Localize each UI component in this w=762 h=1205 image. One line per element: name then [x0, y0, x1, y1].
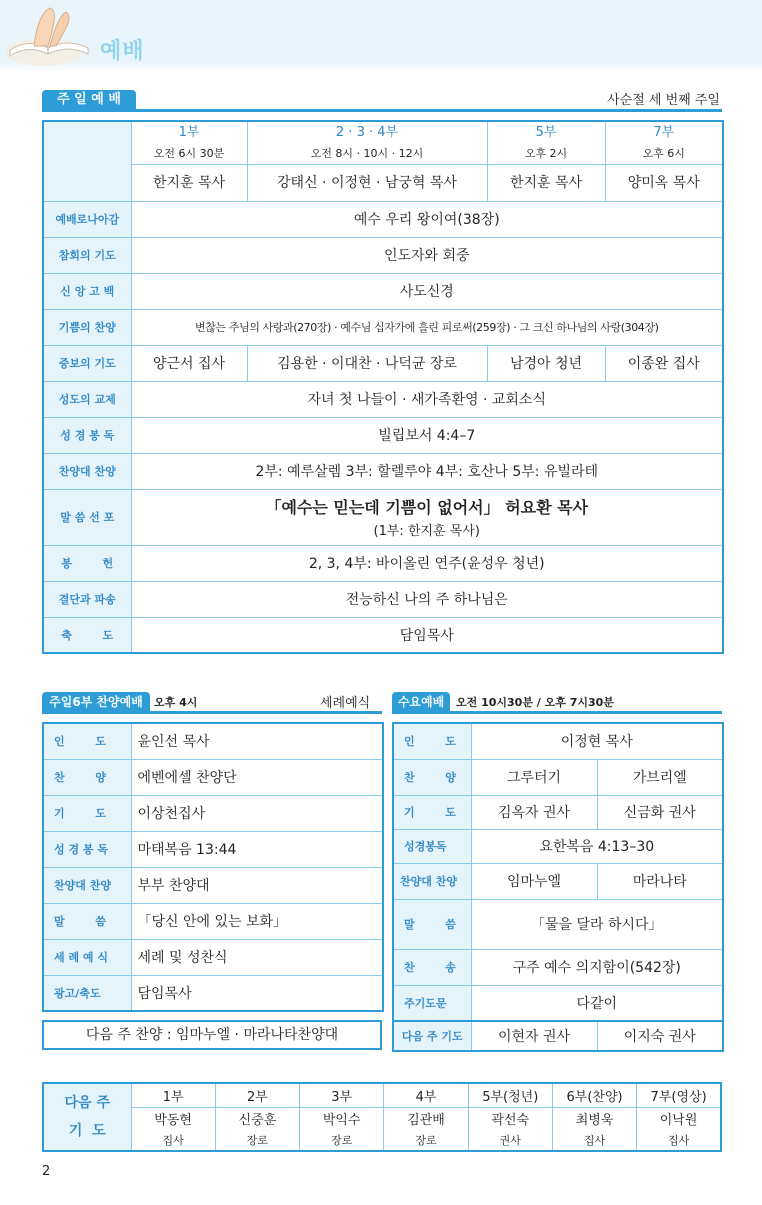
prayer-title: 권사	[468, 1129, 552, 1151]
service-leader: 양미옥 목사	[606, 164, 723, 200]
sixth-value: 이상천집사	[131, 795, 383, 831]
order-row	[43, 545, 723, 581]
wed-next-value: 이현자 권사	[471, 1021, 597, 1051]
order-row	[43, 309, 723, 345]
order-value: 이종완 집사	[605, 345, 723, 381]
next-week-label-top: 다음 주	[64, 1095, 110, 1111]
order-value: 김용한 · 이대찬 · 나덕균 장로	[247, 345, 487, 381]
service-col-1	[131, 121, 247, 201]
prayer-name: 곽선숙	[468, 1107, 552, 1129]
sixth-label: 찬 양	[43, 759, 131, 795]
service-time: 오전 8시 · 10시 · 12시	[310, 147, 424, 161]
service-header-row	[43, 121, 723, 201]
order-label: 신 앙 고 백	[43, 273, 131, 309]
order-value: 인도자와 회중	[131, 237, 723, 273]
wed-value: 신금화 권사	[597, 795, 723, 829]
sixth-service-table	[42, 722, 384, 1012]
service-col-4	[605, 121, 723, 201]
next-week-label-bottom: 기 도	[68, 1123, 106, 1139]
order-value: 자녀 첫 나들이 · 새가족환영 · 교회소식	[131, 381, 723, 417]
order-label: 봉 헌	[43, 545, 131, 581]
order-row	[43, 417, 723, 453]
sixth-value: 세례 및 성찬식	[131, 939, 383, 975]
service-part: 1부	[178, 125, 200, 141]
order-value: 2, 3, 4부: 바이올린 연주(윤성우 청년)	[131, 545, 723, 581]
prayer-part: 6부(찬양)	[552, 1083, 636, 1107]
order-label: 중보의 기도	[43, 345, 131, 381]
wed-label: 말 씀	[393, 899, 471, 949]
sixth-value: 「당신 안에 있는 보화」	[131, 903, 383, 939]
sermon-sub: (1부: 한지훈 목사)	[373, 524, 480, 539]
prayer-name: 박익수	[300, 1107, 384, 1129]
service-time: 오후 6시	[642, 147, 685, 161]
order-label: 성도의 교제	[43, 381, 131, 417]
wed-next-label: 다음 주 기도	[393, 1021, 471, 1051]
order-label: 축 도	[43, 617, 131, 653]
wed-value: 요한복음 4:13–30	[471, 829, 723, 863]
next-week-prayer-table	[42, 1082, 722, 1152]
tab-wednesday: 수요예배	[392, 692, 450, 712]
sixth-label: 세 례 예 식	[43, 939, 131, 975]
wed-value: 마라나타	[597, 863, 723, 899]
sixth-value: 부부 찬양대	[131, 867, 383, 903]
sunday-rule	[42, 109, 722, 112]
prayer-part: 4부	[384, 1083, 468, 1107]
sixth-value: 윤인선 목사	[131, 723, 383, 759]
service-leader: 한지훈 목사	[132, 164, 247, 200]
order-value: 예수 우리 왕이여(38장)	[131, 201, 723, 237]
order-row	[43, 381, 723, 417]
order-label: 말 씀 선 포	[43, 489, 131, 545]
wed-label: 찬 송	[393, 949, 471, 985]
order-label: 찬양대 찬양	[43, 453, 131, 489]
sunday-subtitle: 사순절 세 번째 주일	[607, 93, 720, 108]
sermon-title: 「예수는 믿는데 기쁨이 없어서」 허요환 목사	[265, 498, 589, 517]
order-value: 전능하신 나의 주 하나님은	[131, 581, 723, 617]
order-value: 사도신경	[131, 273, 723, 309]
wed-label: 인 도	[393, 723, 471, 759]
prayer-name: 박동현	[131, 1107, 215, 1129]
wednesday-table	[392, 722, 724, 1022]
tab-sixth-service: 주일6부 찬양예배	[42, 692, 150, 712]
order-value: 빌립보서 4:4–7	[131, 417, 723, 453]
sixth-value: 담임목사	[131, 975, 383, 1011]
page-number: 2	[42, 1164, 51, 1179]
order-label: 기쁨의 찬양	[43, 309, 131, 345]
service-part: 5부	[535, 125, 557, 141]
section-title: 예배	[100, 39, 145, 64]
order-row	[43, 581, 723, 617]
order-row	[43, 453, 723, 489]
wed-label: 찬 양	[393, 759, 471, 795]
wed-value: 구주 예수 의지함이(542장)	[471, 949, 723, 985]
prayer-title: 장로	[300, 1129, 384, 1151]
wed-label: 성경봉독	[393, 829, 471, 863]
order-label: 참회의 기도	[43, 237, 131, 273]
sixth-value: 마태복음 13:44	[131, 831, 383, 867]
prayer-title: 장로	[215, 1129, 299, 1151]
tab-sunday-worship: 주 일 예 배	[42, 90, 136, 110]
next-week-praise: 다음 주 찬양 : 임마누엘 · 마라나타찬양대	[42, 1020, 382, 1050]
service-part: 7부	[653, 125, 675, 141]
order-row	[43, 345, 723, 381]
wed-label: 찬양대 찬양	[393, 863, 471, 899]
prayer-title: 집사	[552, 1129, 636, 1151]
prayer-title: 장로	[384, 1129, 468, 1151]
sunday-worship-table	[42, 120, 724, 654]
order-value: 변찮는 주님의 사랑과(270장) · 예수님 십자가에 흘린 피로써(259장) · 그 크신 하나님의 사랑(304장)	[131, 309, 723, 345]
wed-value: 다같이	[471, 985, 723, 1021]
order-row	[43, 201, 723, 237]
prayer-name: 이낙원	[637, 1107, 721, 1129]
prayer-part: 3부	[300, 1083, 384, 1107]
wednesday-time: 오전 10시30분 / 오후 7시30분	[456, 696, 614, 709]
order-value: 남경아 청년	[487, 345, 605, 381]
prayer-part: 1부	[131, 1083, 215, 1107]
order-row	[43, 489, 723, 545]
sixth-label: 말 씀	[43, 903, 131, 939]
service-time: 오전 6시 30분	[153, 147, 225, 161]
sixth-time: 오후 4시	[154, 696, 198, 709]
order-value: 양근서 집사	[131, 345, 247, 381]
order-value: 담임목사	[131, 617, 723, 653]
bible-praying-hands-icon	[4, 2, 96, 70]
order-row	[43, 273, 723, 309]
order-label: 성 경 봉 독	[43, 417, 131, 453]
sixth-label: 성 경 봉 독	[43, 831, 131, 867]
prayer-part: 7부(영상)	[637, 1083, 721, 1107]
prayer-title: 집사	[131, 1129, 215, 1151]
corner-cell	[43, 121, 131, 201]
sixth-label: 기 도	[43, 795, 131, 831]
sixth-label: 찬양대 찬양	[43, 867, 131, 903]
sixth-value: 에벤에셀 찬양단	[131, 759, 383, 795]
order-label: 예배로나아감	[43, 201, 131, 237]
prayer-title: 집사	[637, 1129, 721, 1151]
wed-value: 가브리엘	[597, 759, 723, 795]
wed-value: 그루터기	[471, 759, 597, 795]
next-week-label	[43, 1083, 131, 1151]
wednesday-next-prayer	[392, 1020, 724, 1052]
sixth-label: 인 도	[43, 723, 131, 759]
order-value: 2부: 예루살렘 3부: 할렐루야 4부: 호산나 5부: 유빌라테	[131, 453, 723, 489]
service-time: 오후 2시	[524, 147, 568, 161]
service-col-2	[247, 121, 487, 201]
wednesday-rule	[392, 711, 722, 714]
service-leader: 한지훈 목사	[488, 164, 605, 200]
prayer-name: 최병욱	[552, 1107, 636, 1129]
order-row	[43, 237, 723, 273]
wed-value: 김옥자 권사	[471, 795, 597, 829]
prayer-part: 2부	[215, 1083, 299, 1107]
sixth-rule	[42, 711, 382, 714]
order-label: 결단과 파송	[43, 581, 131, 617]
wed-value: 임마누엘	[471, 863, 597, 899]
prayer-name: 신중훈	[215, 1107, 299, 1129]
service-part: 2 · 3 · 4부	[335, 125, 399, 141]
wed-label: 기 도	[393, 795, 471, 829]
sixth-label: 광고/축도	[43, 975, 131, 1011]
wed-next-value: 이지숙 권사	[597, 1021, 723, 1051]
sermon-cell	[131, 489, 723, 545]
wed-value: 「물을 달라 하시다」	[471, 899, 723, 949]
wed-value: 이정현 목사	[471, 723, 723, 759]
wed-label: 주기도문	[393, 985, 471, 1021]
service-leader: 강태신 · 이정현 · 남궁혁 목사	[248, 164, 487, 200]
prayer-name: 김관배	[384, 1107, 468, 1129]
service-col-3	[487, 121, 605, 201]
sixth-extra: 세례예식	[320, 696, 371, 711]
order-row	[43, 617, 723, 653]
prayer-part: 5부(청년)	[468, 1083, 552, 1107]
